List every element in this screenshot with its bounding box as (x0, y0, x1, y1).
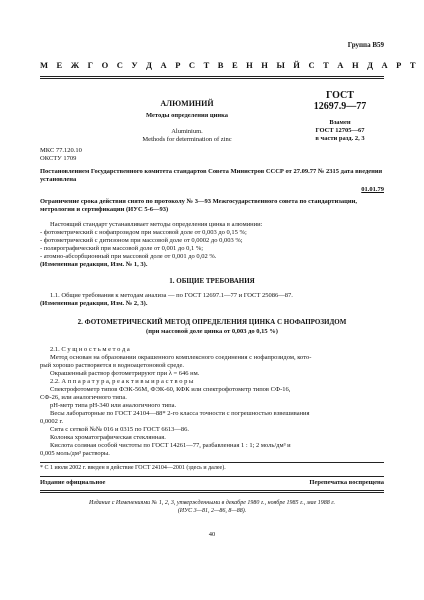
footnote-rule (40, 462, 384, 463)
mks-code: МКС 77.120.10 (40, 147, 82, 154)
gost-label: ГОСТ (326, 90, 354, 101)
edition-note: (Измененная редакция, Изм. № 2, 3). (40, 300, 148, 307)
doc-title: АЛЮМИНИЙ (160, 99, 214, 108)
decree-text: Постановлением Государственного комитета стандартов Совета Министров СССР от 27.09.77 № 2315 дата введения установлена (40, 168, 383, 184)
edition-line: Издание с Изменениями № 1, 2, 3, утвержденными в декабре 1980 г., ноябре 1985 г., мае 1988 г. (88, 500, 335, 506)
limitation-text: Ограничение срока действия снято по протоколу № 3—93 Межгосударственного совета по стандартизации, метрологии и сертификации (ИУС 5-6—93) (40, 198, 357, 214)
footnote: * С 1 июля 2002 г. введен в действие ГОСТ 24104—2001 (здесь и далее). (40, 465, 226, 471)
p22-title: 2.2. А п п а р а т у р а, р е а к т и в ы и р а с т в о р ы (50, 378, 194, 385)
p22-line: Спектрофотометр типов ФЭК-56М, ФЭК-60, КФК или спектрофотометр типов СФ-16, (50, 386, 291, 393)
header-rule-double (40, 78, 384, 79)
bottom-rule (40, 476, 384, 477)
replaces-label: Взамен (329, 119, 351, 126)
section1-title: 1. ОБЩИЕ ТРЕБОВАНИЯ (169, 277, 255, 285)
intro-text: Настоящий стандарт устанавливает методы определения цинка в алюминии: (50, 221, 263, 228)
reprint-notice: Перепечатка воспрещена (309, 479, 384, 486)
p21-text: рый хорошо растворяется в водноацетоновой среде. (40, 362, 184, 369)
method-item: - фотометрический с дитизоном при массовой доле от 0,0002 до 0,003 %; (40, 237, 243, 244)
ius-line: (ИУС 3—81, 2—86, 8—88). (177, 508, 247, 514)
group-code: Группа В59 (347, 41, 384, 49)
p21-title: 2.1. С у щ н о с т ь м е т о д а (50, 346, 130, 353)
p22-line: 0,005 моль/дм³ растворы. (40, 450, 110, 457)
en-subtitle: Methods for determination of zinc (142, 136, 232, 143)
official-edition: Издание официальное (40, 479, 106, 486)
section2-title: 2. ФОТОМЕТРИЧЕСКИЙ МЕТОД ОПРЕДЕЛЕНИЯ ЦИНКА С НОФАПРОЗИДОМ (77, 318, 347, 326)
p21-text: Окрашенный раствор фотометрируют при λ = 646 нм. (50, 370, 200, 377)
bottom-rule-double (40, 492, 384, 493)
p22-line: 0,0002 г. (40, 418, 64, 425)
method-item: - фотометрический с нофапрозидом при массовой доле от 0,003 до 0,15 %; (40, 229, 247, 236)
replaces-note: в части разд. 2, 3 (315, 135, 365, 142)
gost-number: 12697.9—77 (313, 101, 367, 112)
p22-line: pH-метр типа pH-340 или аналогичного типа. (50, 402, 177, 409)
intro-date: 01.01.79 (361, 186, 384, 193)
header-rule (40, 76, 384, 77)
edition-note: (Измененная редакция, Изм. № 1, 3). (40, 261, 148, 268)
method-item: - полярографический при массовой доле от 0,001 до 0,1 %; (40, 245, 204, 252)
page-number: 40 (208, 531, 216, 538)
bottom-rule-double (40, 490, 384, 491)
p22-line: Весы лабораторные по ГОСТ 24104—88* 2-го класса точности с погрешностью взвешивания (50, 410, 310, 417)
okstu-code: ОКСТУ 1709 (40, 155, 77, 162)
section1-text: 1.1. Общие требования к методам анализа — по ГОСТ 12697.1—77 и ГОСТ 25086—87. (50, 292, 293, 299)
method-item: - атомно-абсорбционный при массовой доле от 0,001 до 0,02 %. (40, 253, 217, 260)
p22-line: Сита с сеткой №№ 016 и 0315 по ГОСТ 6613—86. (50, 426, 190, 433)
doc-subtitle: Методы определения цинка (146, 112, 228, 119)
en-title: Aluminium. (171, 128, 203, 135)
replaces-value: ГОСТ 12705—67 (315, 127, 365, 134)
p22-line: Кислота соляная особой чистоты по ГОСТ 14261—77, разбавленная 1 : 1; 2 моль/дм³ и (50, 442, 291, 449)
p21-text: Метод основан на образовании окрашенного комплексного соединения с нофапрозидом, кото- (50, 354, 312, 361)
header-title: М Е Ж Г О С У Д А Р С Т В Е Н Н Ы Й С Т А Н Д А Р Т (40, 60, 419, 70)
p22-line: Колонка хроматографическая стеклянная. (50, 434, 166, 441)
p22-line: СФ-26, или аналогичного типа. (40, 394, 127, 401)
section2-subtitle: (при массовой доле цинка от 0,003 до 0,15 %) (146, 328, 278, 335)
